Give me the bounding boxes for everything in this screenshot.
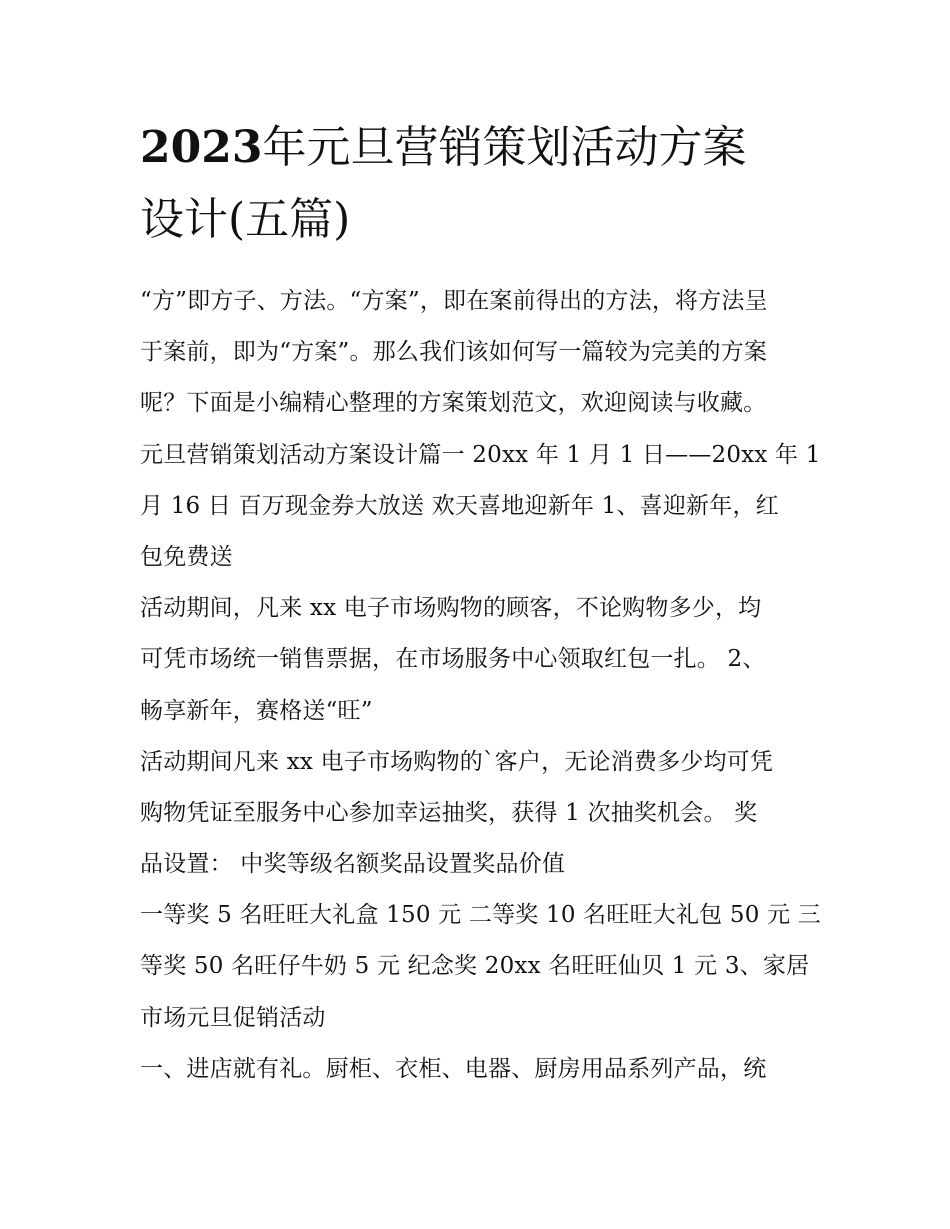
text-line: 月 16 日 百万现金券大放送 欢天喜地迎新年 1、喜迎新年，红 — [140, 492, 779, 519]
text-line: 等奖 50 名旺仔牛奶 5 元 纪念奖 20xx 名旺旺仙贝 1 元 3、家居 — [140, 953, 810, 980]
text-line: 活动期间，凡来 xx 电子市场购物的顾客，不论购物多少，均 — [140, 595, 762, 622]
text-line: 畅享新年，赛格送“旺” — [140, 697, 373, 724]
text-line: 包免费送 — [140, 543, 233, 570]
text-line: 于案前，即为“方案”。那么我们该如何写一篇较为完美的方案 — [140, 339, 768, 366]
text-line: 市场元旦促销活动 — [140, 1004, 326, 1031]
document-title — [140, 112, 840, 256]
text-line: 品设置： 中奖等级名额奖品设置奖品价值 — [140, 851, 566, 878]
title-line-1-text: 年元旦营销策划活动方案 — [262, 122, 747, 173]
text-line: 一、进店就有礼。厨柜、衣柜、电器、厨房用品系列产品，统 — [140, 1055, 767, 1082]
text-line: 活动期间凡来 xx 电子市场购物的`客户，无论消费多少均可凭 — [140, 748, 774, 775]
text-line: 一等奖 5 名旺旺大礼盒 150 元 二等奖 10 名旺旺大礼包 50 元 三 — [140, 902, 821, 929]
title-line-1 — [140, 112, 840, 184]
text-line: 呢？下面是小编精心整理的方案策划范文，欢迎阅读与收藏。 — [140, 390, 767, 417]
document-body — [140, 276, 820, 1095]
text-line: 可凭市场统一销售票据，在市场服务中心领取红包一扎。 2、 — [140, 646, 766, 673]
text-line: “方”即方子、方法。“方案”，即在案前得出的方法，将方法呈 — [140, 288, 768, 314]
title-year: 2023 — [140, 122, 263, 173]
title-line-2: 设计(五篇) — [140, 194, 351, 245]
text-line: 元旦营销策划活动方案设计篇一 20xx 年 1 月 1 日——20xx 年 1 — [140, 441, 821, 468]
text-line: 购物凭证至服务中心参加幸运抽奖，获得 1 次抽奖机会。 奖 — [140, 799, 758, 826]
